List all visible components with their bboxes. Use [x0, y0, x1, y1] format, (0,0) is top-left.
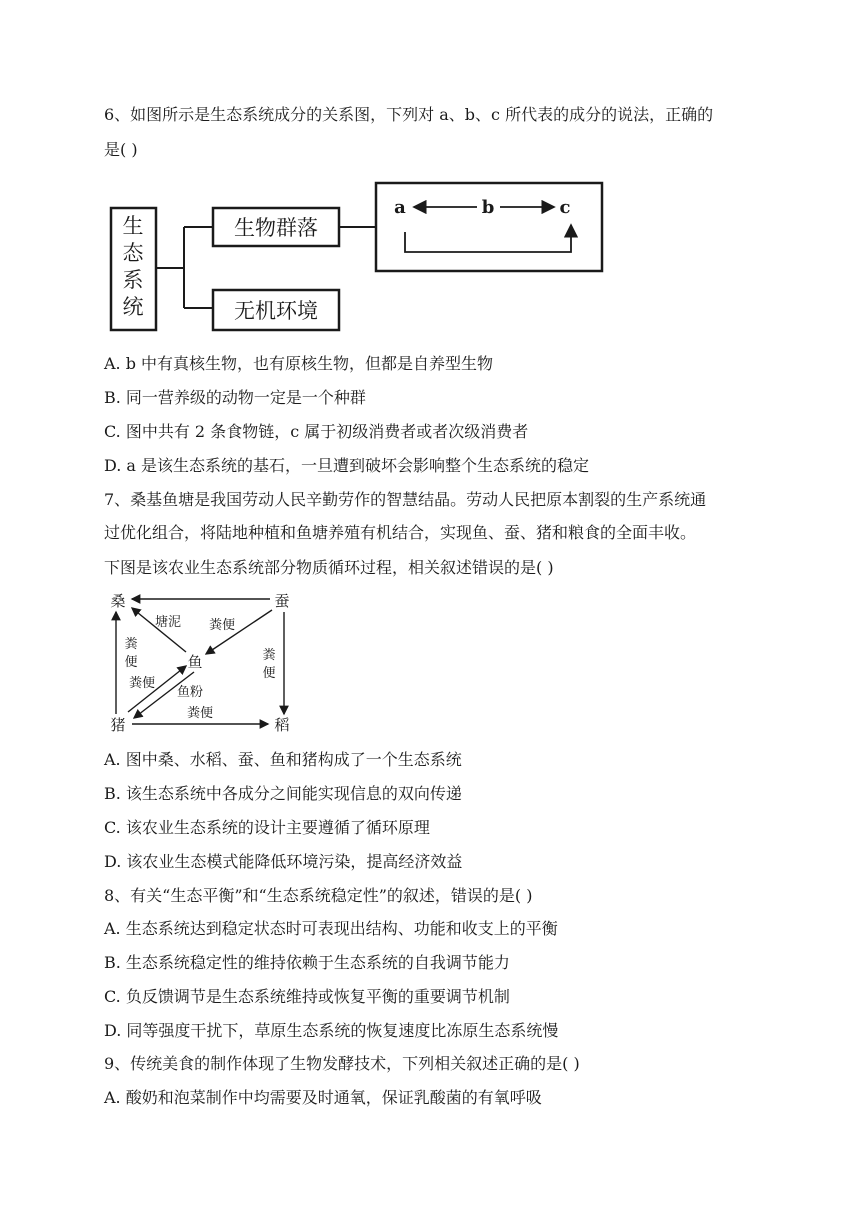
node-zhu: 猪	[110, 716, 126, 734]
q9-stem: 9、传统美食的制作体现了生物发酵技术，下列相关叙述正确的是( )	[104, 1054, 580, 1073]
q6-ecosystem-diagram	[104, 180, 608, 336]
label-fenbian-v2-right: 便	[262, 666, 276, 681]
root-char-1: 生	[122, 214, 144, 238]
root-char-4: 统	[122, 295, 144, 319]
q8-stem: 8、有关“生态平衡”和“生态系统稳定性”的叙述，错误的是( )	[104, 886, 533, 905]
abiotic-label: 无机环境	[234, 299, 318, 323]
q7-stem-line3: 下图是该农业生态系统部分物质循环过程，相关叙述错误的是( )	[104, 558, 554, 577]
q7-option-a: A. 图中桑、水稻、蚕、鱼和猪构成了一个生态系统	[104, 750, 462, 769]
label-fenbian-v1-right: 粪	[262, 648, 276, 663]
label-fenbian-zhu-dao: 粪便	[186, 706, 214, 721]
label-c: c	[559, 197, 571, 218]
q7-option-b: B. 该生态系统中各成分之间能实现信息的双向传递	[104, 784, 462, 803]
q6-stem-line2: 是( )	[104, 140, 138, 159]
label-fenbian-v1-left: 粪	[124, 637, 138, 652]
q7-option-d: D. 该农业生态模式能降低环境污染，提高经济效益	[104, 852, 463, 871]
q6-stem-line1: 6、如图所示是生态系统成分的关系图，下列对 a、b、c 所代表的成分的说法，正确的	[104, 105, 714, 124]
node-sang: 桑	[110, 592, 126, 610]
label-tangni: 塘泥	[154, 615, 182, 630]
q9-option-a: A. 酸奶和泡菜制作中均需要及时通氧，保证乳酸菌的有氧呼吸	[104, 1088, 542, 1107]
arrow-a-to-c	[405, 225, 571, 252]
label-fenbian-can-yu: 粪便	[208, 618, 236, 633]
label-fenbian-v2-left: 便	[124, 655, 138, 670]
q8-option-c: C. 负反馈调节是生态系统维持或恢复平衡的重要调节机制	[104, 987, 510, 1006]
label-fenbian-zhu-yu: 粪便	[128, 676, 156, 691]
node-dao: 稻	[274, 716, 290, 734]
q7-option-c: C. 该农业生态系统的设计主要遵循了循环原理	[104, 818, 430, 837]
q6-option-b: B. 同一营养级的动物一定是一个种群	[104, 388, 366, 407]
q8-option-a: A. 生态系统达到稳定状态时可表现出结构、功能和收支上的平衡	[104, 919, 558, 938]
q7-mulberry-fishpond-diagram	[104, 586, 304, 738]
q8-option-d: D. 同等强度干扰下，草原生态系统的恢复速度比冻原生态系统慢	[104, 1021, 559, 1040]
node-yu: 鱼	[187, 653, 203, 671]
q6-option-a: A. b 中有真核生物，也有原核生物，但都是自养型生物	[104, 354, 494, 373]
q6-option-d: D. a 是该生态系统的基石，一旦遭到破坏会影响整个生态系统的稳定	[104, 456, 590, 475]
root-char-2: 态	[122, 241, 144, 265]
label-yufen: 鱼粉	[176, 685, 204, 700]
q7-stem-line2: 过优化组合，将陆地种植和鱼塘养殖有机结合，实现鱼、蚕、猪和粮食的全面丰收。	[104, 523, 697, 542]
node-can: 蚕	[274, 592, 290, 610]
label-a: a	[394, 197, 406, 218]
q8-option-b: B. 生态系统稳定性的维持依赖于生态系统的自我调节能力	[104, 953, 510, 972]
community-label: 生物群落	[234, 216, 318, 240]
q6-option-c: C. 图中共有 2 条食物链，c 属于初级消费者或者次级消费者	[104, 422, 529, 441]
q7-stem-line1: 7、桑基鱼塘是我国劳动人民辛勤劳作的智慧结晶。劳动人民把原本割裂的生产系统通	[104, 490, 707, 509]
root-char-3: 系	[122, 268, 144, 292]
label-b: b	[481, 197, 495, 218]
